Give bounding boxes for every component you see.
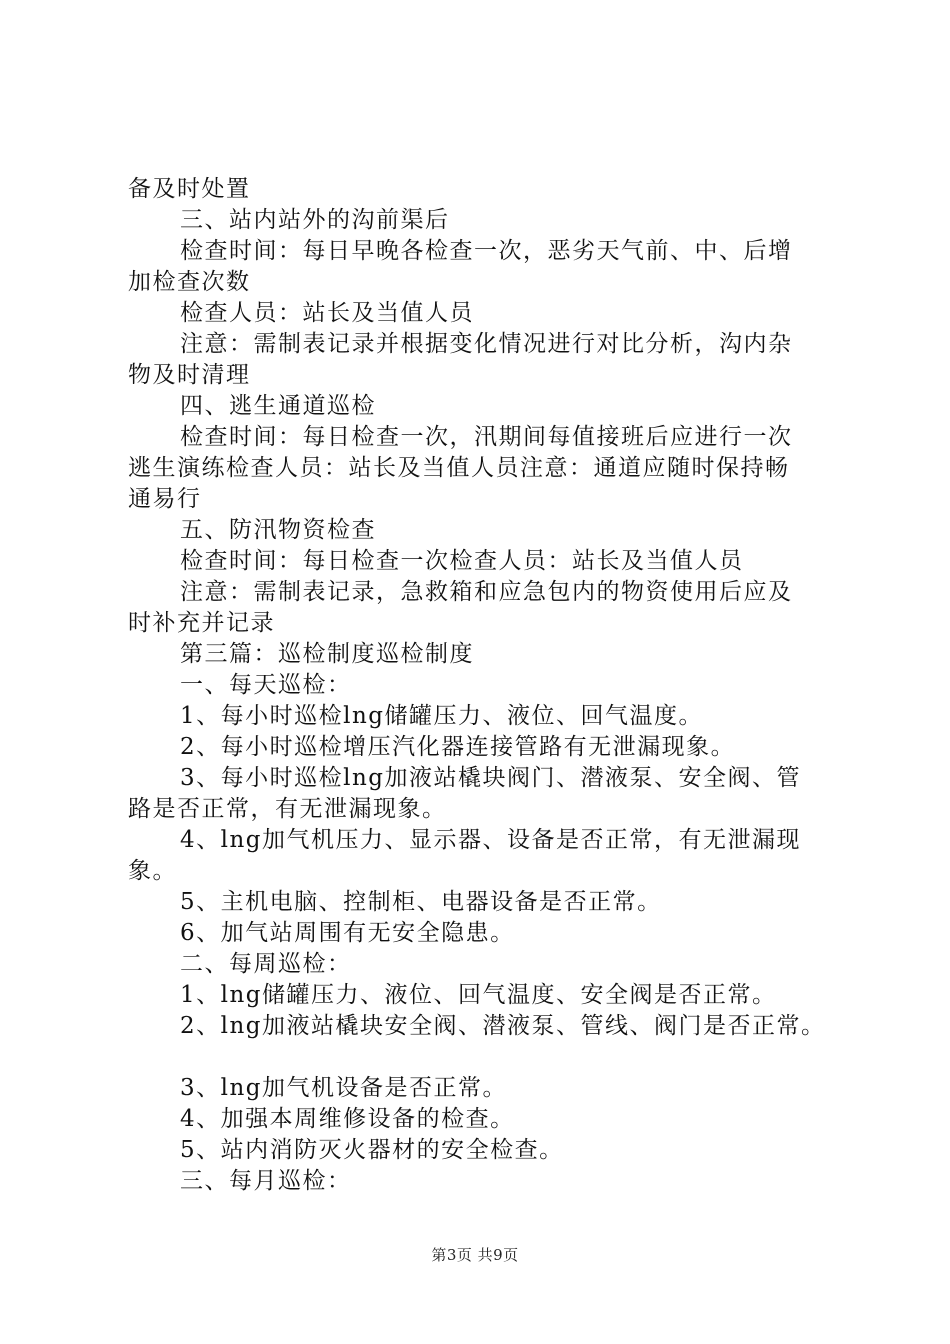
text-line <box>128 236 840 267</box>
text-line-content: 备及时处置 <box>128 176 251 202</box>
text-line <box>128 1073 840 1104</box>
text-line <box>128 825 840 856</box>
text-line <box>128 391 840 422</box>
text-line-content: 通易行 <box>128 486 202 512</box>
text-line <box>128 732 840 763</box>
text-line-content: 3、每小时巡检lng加液站橇块阀门、潜液泵、安全阀、管 <box>180 765 802 791</box>
text-line <box>128 577 840 608</box>
text-line <box>128 1104 840 1135</box>
text-line-content: 二、每周巡检： <box>180 951 352 977</box>
text-line <box>128 298 840 329</box>
text-line-content: 1、lng储罐压力、液位、回气温度、安全阀是否正常。 <box>180 982 777 1008</box>
text-line-content: 物及时清理 <box>128 362 251 388</box>
text-line <box>128 980 840 1011</box>
text-line <box>128 267 840 298</box>
text-line <box>128 763 840 794</box>
text-line <box>128 1166 840 1197</box>
text-line-content: 4、加强本周维修设备的检查。 <box>180 1106 515 1132</box>
text-line-content: 注意：需制表记录并根据变化情况进行对比分析，沟内杂 <box>180 331 793 357</box>
text-line <box>128 1011 840 1042</box>
page-number-label: 第3页 共9页 <box>431 1246 519 1264</box>
text-line-content: 3、lng加气机设备是否正常。 <box>180 1075 508 1101</box>
text-line <box>128 515 840 546</box>
text-line-content: 象。 <box>128 858 177 884</box>
text-line <box>128 453 840 484</box>
text-line <box>128 856 840 887</box>
text-line-content: 检查时间：每日检查一次，汛期间每值接班后应进行一次 <box>180 424 793 450</box>
text-line <box>128 205 840 236</box>
text-line-content: 五、防汛物资检查 <box>180 517 376 543</box>
text-line-content: 加检查次数 <box>128 269 251 295</box>
text-line <box>128 639 840 670</box>
text-line <box>128 546 840 577</box>
text-line-content: 路是否正常，有无泄漏现象。 <box>128 796 447 822</box>
text-line <box>128 329 840 360</box>
text-line-content: 检查人员：站长及当值人员 <box>180 300 474 326</box>
text-line <box>128 1135 840 1166</box>
text-line-content: 三、站内站外的沟前渠后 <box>180 207 450 233</box>
text-line <box>128 422 840 453</box>
text-line-content: 5、主机电脑、控制柜、电器设备是否正常。 <box>180 889 662 915</box>
text-line <box>128 701 840 732</box>
text-line-content: 逃生演练检查人员：站长及当值人员注意：通道应随时保持畅 <box>128 455 790 481</box>
text-line-content: 检查时间：每日早晚各检查一次，恶劣天气前、中、后增 <box>180 238 793 264</box>
text-line <box>128 1042 840 1073</box>
text-line <box>128 918 840 949</box>
page-footer <box>0 1244 950 1265</box>
text-line-content: 检查时间：每日检查一次检查人员：站长及当值人员 <box>180 548 744 574</box>
text-line-content: 时补充并记录 <box>128 610 275 636</box>
text-line-content: 第三篇：巡检制度巡检制度 <box>180 641 474 667</box>
text-line-content: 4、lng加气机压力、显示器、设备是否正常，有无泄漏现 <box>180 827 802 853</box>
text-line <box>128 608 840 639</box>
text-line-content: 一、每天巡检： <box>180 672 352 698</box>
text-line-content: 6、加气站周围有无安全隐患。 <box>180 920 515 946</box>
document-body <box>128 174 840 1197</box>
text-line-content: 2、每小时巡检增压汽化器连接管路有无泄漏现象。 <box>180 734 736 760</box>
text-line-content: 注意：需制表记录，急救箱和应急包内的物资使用后应及 <box>180 579 793 605</box>
text-line-content: 5、站内消防灭火器材的安全检查。 <box>180 1137 564 1163</box>
text-line <box>128 174 840 205</box>
text-line-content: 四、逃生通道巡检 <box>180 393 376 419</box>
text-line <box>128 887 840 918</box>
text-line <box>128 670 840 701</box>
text-line-content: 2、lng加液站橇块安全阀、潜液泵、管线、阀门是否正常。 <box>180 1013 826 1039</box>
text-line <box>128 360 840 391</box>
text-line <box>128 949 840 980</box>
text-line-content: 1、每小时巡检lng储罐压力、液位、回气温度。 <box>180 703 704 729</box>
text-line <box>128 484 840 515</box>
text-line <box>128 794 840 825</box>
text-line-content: 三、每月巡检： <box>180 1168 352 1194</box>
